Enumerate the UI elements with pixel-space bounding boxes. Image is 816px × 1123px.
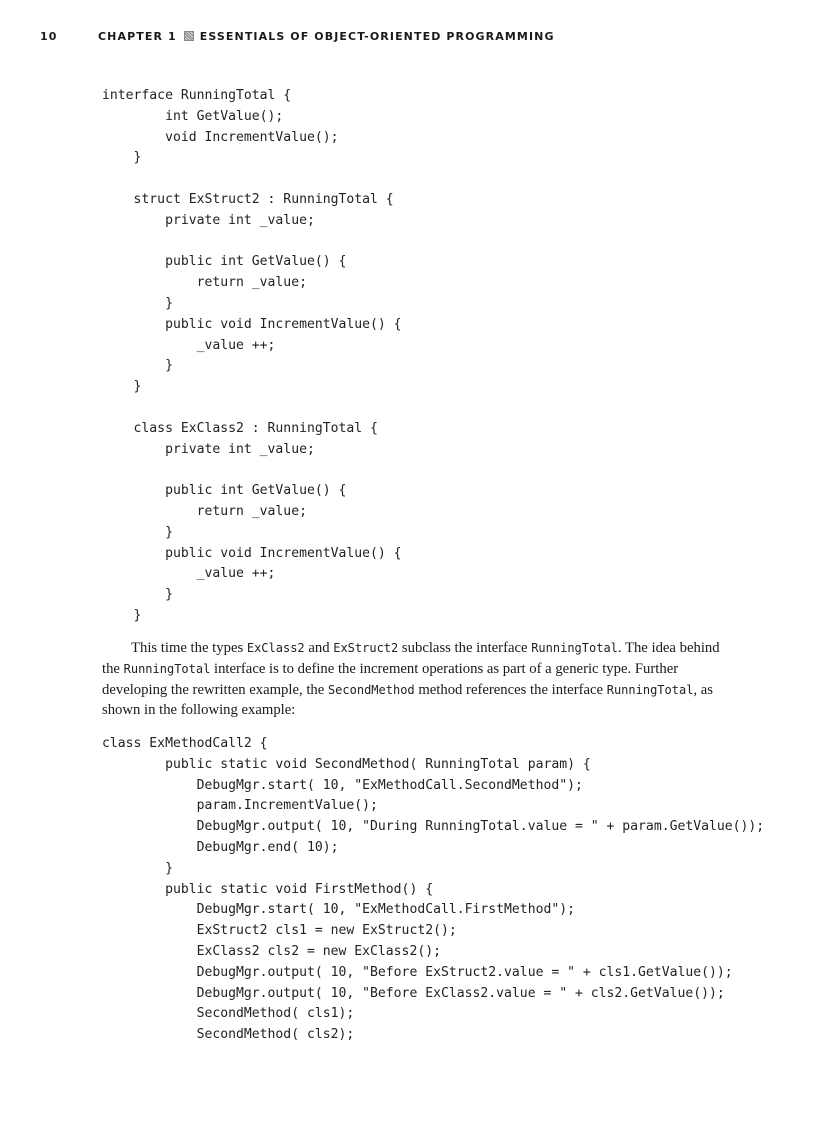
- chapter-label: CHAPTER 1: [98, 29, 177, 43]
- code-line: return _value;: [102, 503, 307, 519]
- code-line: }: [102, 860, 173, 876]
- inline-code: RunningTotal: [531, 641, 618, 655]
- code-line: }: [102, 358, 173, 374]
- code-line: public void IncrementValue() {: [102, 316, 402, 332]
- code-line: public int GetValue() {: [102, 483, 347, 499]
- inline-code: RunningTotal: [123, 661, 211, 676]
- code-line: ExClass2 cls2 = new ExClass2();: [102, 943, 441, 959]
- inline-code: RunningTotal: [606, 682, 694, 697]
- code-block-interface-example: [102, 86, 402, 627]
- code-line: public static void SecondMethod( RunningTotal param) {: [102, 756, 591, 772]
- code-line: class ExClass2 : RunningTotal {: [102, 420, 378, 436]
- code-line: }: [102, 524, 173, 540]
- code-line: }: [102, 379, 142, 395]
- code-line: }: [102, 607, 142, 623]
- header-separator-icon: [184, 31, 194, 41]
- code-line: SecondMethod( cls2);: [102, 1027, 355, 1043]
- code-line: int GetValue();: [102, 108, 284, 124]
- code-line: public void IncrementValue() {: [102, 545, 402, 561]
- code-line: DebugMgr.output( 10, "During RunningTotal.value = " + param.GetValue());: [102, 819, 765, 835]
- code-line: struct ExStruct2 : RunningTotal {: [102, 191, 394, 207]
- code-line: DebugMgr.start( 10, "ExMethodCall.FirstMethod");: [102, 902, 575, 918]
- code-line: param.IncrementValue();: [102, 798, 378, 814]
- chapter-title: ESSENTIALS OF OBJECT-ORIENTED PROGRAMMING: [199, 29, 555, 43]
- code-line: }: [102, 150, 142, 166]
- body-paragraph: This time the types ExClass2 and ExStruct2 subclass the interface RunningTotal. The idea behind the RunningTotal interface is to define the increment operations as part of a generic type. Further developing the rewritten example, the SecondMethod method references the interface RunningTotal, as shown in the following example:: [102, 640, 720, 719]
- code-line: private int _value;: [102, 441, 315, 457]
- inline-code: SecondMethod: [327, 682, 415, 697]
- code-line: public static void FirstMethod() {: [102, 881, 434, 897]
- code-block-method-call-example: [102, 734, 764, 1046]
- code-line: void IncrementValue();: [102, 129, 339, 145]
- code-line: class ExMethodCall2 {: [102, 736, 268, 751]
- code-line: SecondMethod( cls1);: [102, 1006, 355, 1022]
- code-line: DebugMgr.start( 10, "ExMethodCall.SecondMethod");: [102, 777, 583, 793]
- code-line: }: [102, 587, 173, 603]
- code-line: DebugMgr.output( 10, "Before ExClass2.value = " + cls2.GetValue());: [102, 985, 725, 1001]
- code-line: DebugMgr.output( 10, "Before ExStruct2.value = " + cls1.GetValue());: [102, 964, 733, 980]
- running-header: [40, 27, 776, 45]
- code-line: _value ++;: [102, 337, 276, 353]
- code-line: private int _value;: [102, 212, 315, 228]
- code-line: DebugMgr.end( 10);: [102, 839, 339, 855]
- code-line: interface RunningTotal {: [102, 88, 292, 103]
- code-line: return _value;: [102, 275, 307, 291]
- page-number: 10: [40, 29, 58, 43]
- code-line: ExStruct2 cls1 = new ExStruct2();: [102, 923, 457, 939]
- inline-code: ExClass2: [246, 641, 305, 655]
- code-line: }: [102, 295, 173, 311]
- inline-code: ExStruct2: [333, 641, 399, 655]
- code-line: _value ++;: [102, 566, 276, 582]
- code-line: public int GetValue() {: [102, 254, 347, 270]
